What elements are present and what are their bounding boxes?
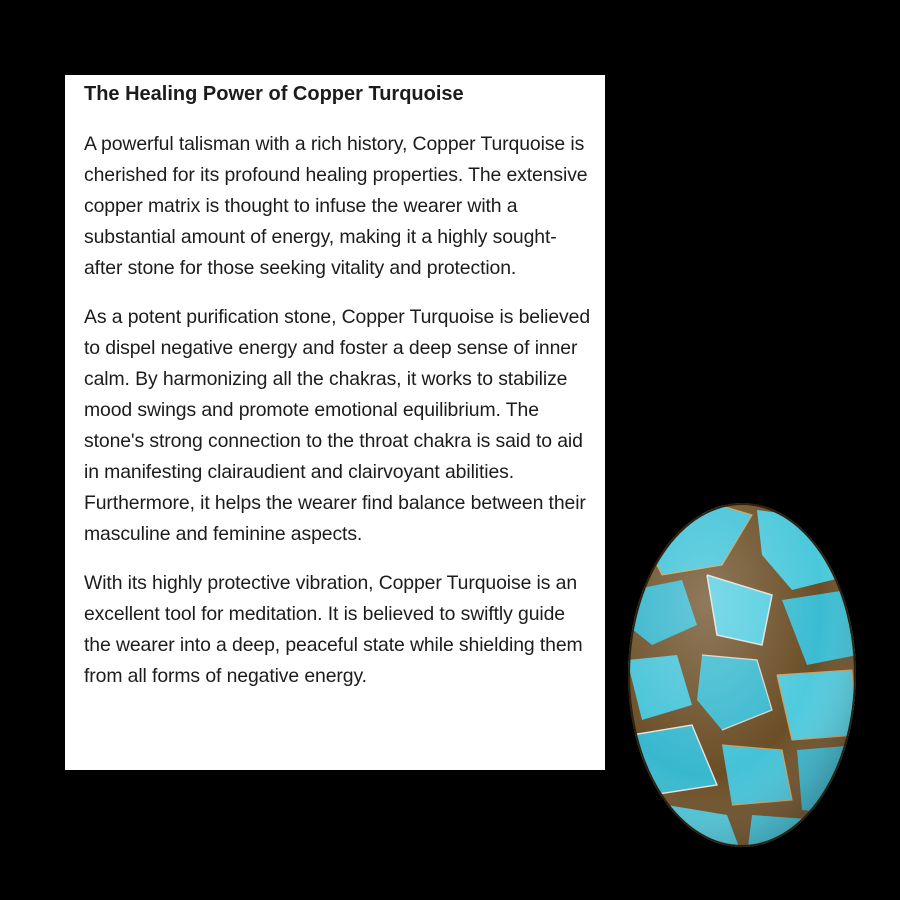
article-title: The Healing Power of Copper Turquoise (84, 83, 464, 105)
copper-turquoise-stone-image (622, 495, 862, 855)
paragraph-2: As a potent purification stone, Copper Turquoise is believed to dispel negative energy and foster a deep sense of inner calm. By harmonizing all the chakras, it works to stabilize mood swings and promote emotional equilibrium. The stone's strong connection to the throat chakra is said to aid in manifesting clairaudient and clairvoyant abilities. Furthermore, it helps the wearer find balance between their masculine and feminine aspects. (84, 306, 591, 545)
paragraph-3: With its highly protective vibration, Copper Turquoise is an excellent tool for meditation. It is believed to swiftly guide the wearer into a deep, peaceful state while shielding them from all forms of negative energy. (84, 572, 583, 687)
paragraph-1: A powerful talisman with a rich history, Copper Turquoise is cherished for its profound healing properties. The extensive copper matrix is thought to infuse the wearer with a substantial amount of energy, making it a highly sought-after stone for those seeking vitality and protection. (84, 133, 588, 279)
text-card (65, 75, 605, 770)
